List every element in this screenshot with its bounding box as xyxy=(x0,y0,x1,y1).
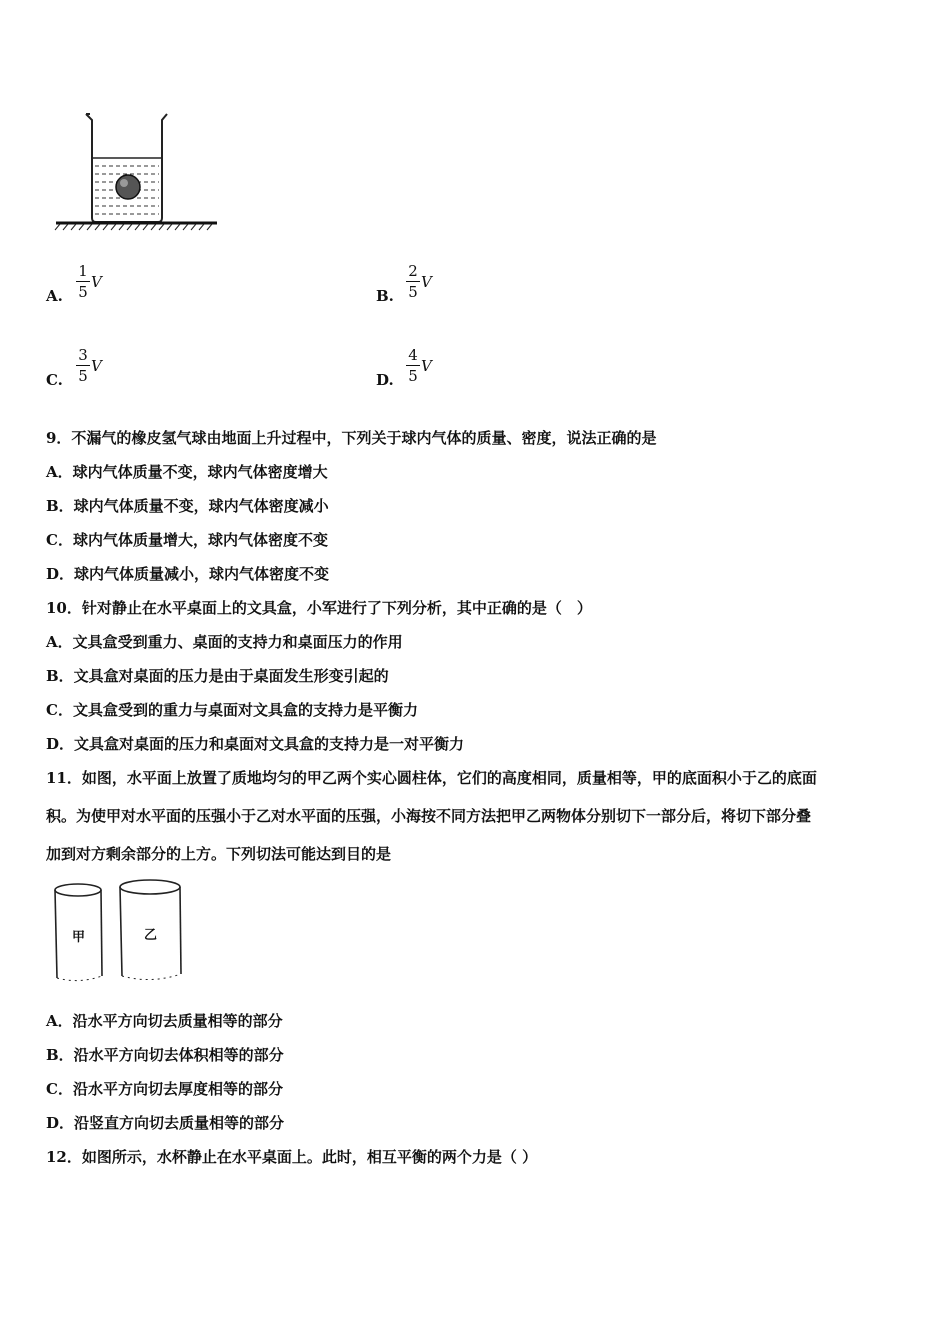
q11-option-b[interactable]: B．沿水平方向切去体积相等的部分 xyxy=(46,1046,284,1064)
fraction: 3 5 xyxy=(76,347,90,384)
q12-stem: 12．如图所示，水杯静止在水平桌面上。此时，相互平衡的两个力是（ ） xyxy=(46,1148,538,1166)
q9-option-d[interactable]: D．球内气体质量减小，球内气体密度不变 xyxy=(46,565,330,583)
q10-option-b[interactable]: B．文具盒对桌面的压力是由于桌面发生形变引起的 xyxy=(46,667,389,685)
ball-icon xyxy=(116,175,140,199)
q10-stem: 10．针对静止在水平桌面上的文具盒，小军进行了下列分析，其中正确的是（ ） xyxy=(46,599,592,617)
q10-option-d[interactable]: D．文具盒对桌面的压力和桌面对文具盒的支持力是一对平衡力 xyxy=(46,735,465,753)
q9-stem: 9．不漏气的橡皮氢气球由地面上升过程中，下列关于球内气体的质量、密度，说法正确的是 xyxy=(46,429,657,447)
q11-option-c[interactable]: C．沿水平方向切去厚度相等的部分 xyxy=(46,1080,283,1098)
cylinder-yi-label: 乙 xyxy=(144,928,158,943)
fraction: 4 5 xyxy=(406,347,420,384)
q11-option-a[interactable]: A．沿水平方向切去质量相等的部分 xyxy=(46,1012,283,1030)
variable: V xyxy=(91,357,102,375)
cylinder-jia-label: 甲 xyxy=(72,930,86,945)
q11-stem-line-2: 积。为使甲对水平面的压强小于乙对水平面的压强，小海按不同方法把甲乙两物体分别切下一部分后，将切下部分叠 xyxy=(46,807,812,825)
option-letter: A. xyxy=(46,287,63,305)
q11-stem-line-3: 加到对方剩余部分的上方。下列切法可能达到目的是 xyxy=(46,845,392,863)
option-letter: D. xyxy=(376,371,394,389)
variable: V xyxy=(91,273,102,291)
beaker-figure xyxy=(52,110,222,235)
q9-option-b[interactable]: B．球内气体质量不变，球内气体密度减小 xyxy=(46,497,329,515)
fraction: 1 5 xyxy=(76,263,90,300)
variable: V xyxy=(421,357,432,375)
option-letter: B. xyxy=(376,287,394,305)
cylinders-figure xyxy=(48,876,188,988)
q11-stem-line-1: 11．如图，水平面上放置了质地均匀的甲乙两个实心圆柱体，它们的高度相同，质量相等，甲的底面积小于乙的底面 xyxy=(46,769,817,787)
fraction: 2 5 xyxy=(406,263,420,300)
q9-option-c[interactable]: C．球内气体质量增大，球内气体密度不变 xyxy=(46,531,328,549)
option-letter: C. xyxy=(46,371,63,389)
variable: V xyxy=(421,273,432,291)
q11-option-d[interactable]: D．沿竖直方向切去质量相等的部分 xyxy=(46,1114,285,1132)
q9-option-a[interactable]: A．球内气体质量不变，球内气体密度增大 xyxy=(46,463,328,481)
q10-option-c[interactable]: C．文具盒受到的重力与桌面对文具盒的支持力是平衡力 xyxy=(46,701,418,719)
q10-option-a[interactable]: A．文具盒受到重力、桌面的支持力和桌面压力的作用 xyxy=(46,633,403,651)
